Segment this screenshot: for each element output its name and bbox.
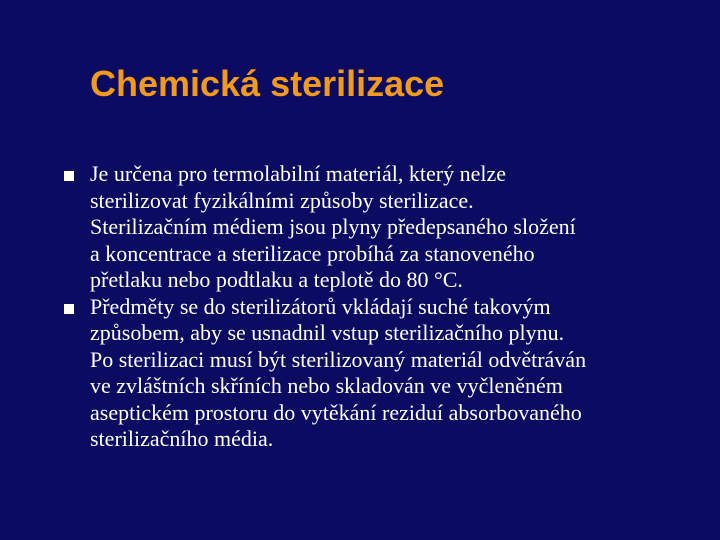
bullet-text-line: sterilizačního média. — [90, 426, 274, 451]
bullet-text-line: ve zvláštních skříních nebo skladován ve vyčleněném — [90, 373, 563, 398]
bullet-text-line: aseptickém prostoru do vytěkání reziduí absorbovaného — [90, 399, 582, 425]
bullet-text-line: Předměty se do sterilizátorů vkládají suché takovým — [90, 293, 551, 319]
bullet-text-line: Po sterilizaci musí být sterilizovaný materiál odvětráván — [90, 346, 587, 372]
bullet-item — [62, 161, 712, 294]
bullet-item — [62, 294, 712, 453]
slide-title: Chemická sterilizace — [90, 63, 445, 104]
bullet-text-line: Je určena pro termolabilní materiál, který nelze — [90, 161, 506, 186]
square-bullet-icon — [64, 304, 74, 314]
square-bullet-icon — [64, 171, 74, 181]
bullet-text-line: způsobem, aby se usnadnil vstup sterilizačního plynu. — [90, 320, 565, 345]
bullet-text-line: a koncentrace a sterilizace probíhá za stanoveného — [90, 240, 535, 266]
bullet-text-line: přetlaku nebo podtlaku a teplotě do 80 °C. — [90, 267, 463, 292]
bullet-text-line: Sterilizačním médiem jsou plyny předepsaného složení — [90, 214, 576, 239]
bullet-text-line: sterilizovat fyzikálními způsoby sterilizace. — [90, 187, 474, 213]
bullet-list — [62, 161, 712, 453]
